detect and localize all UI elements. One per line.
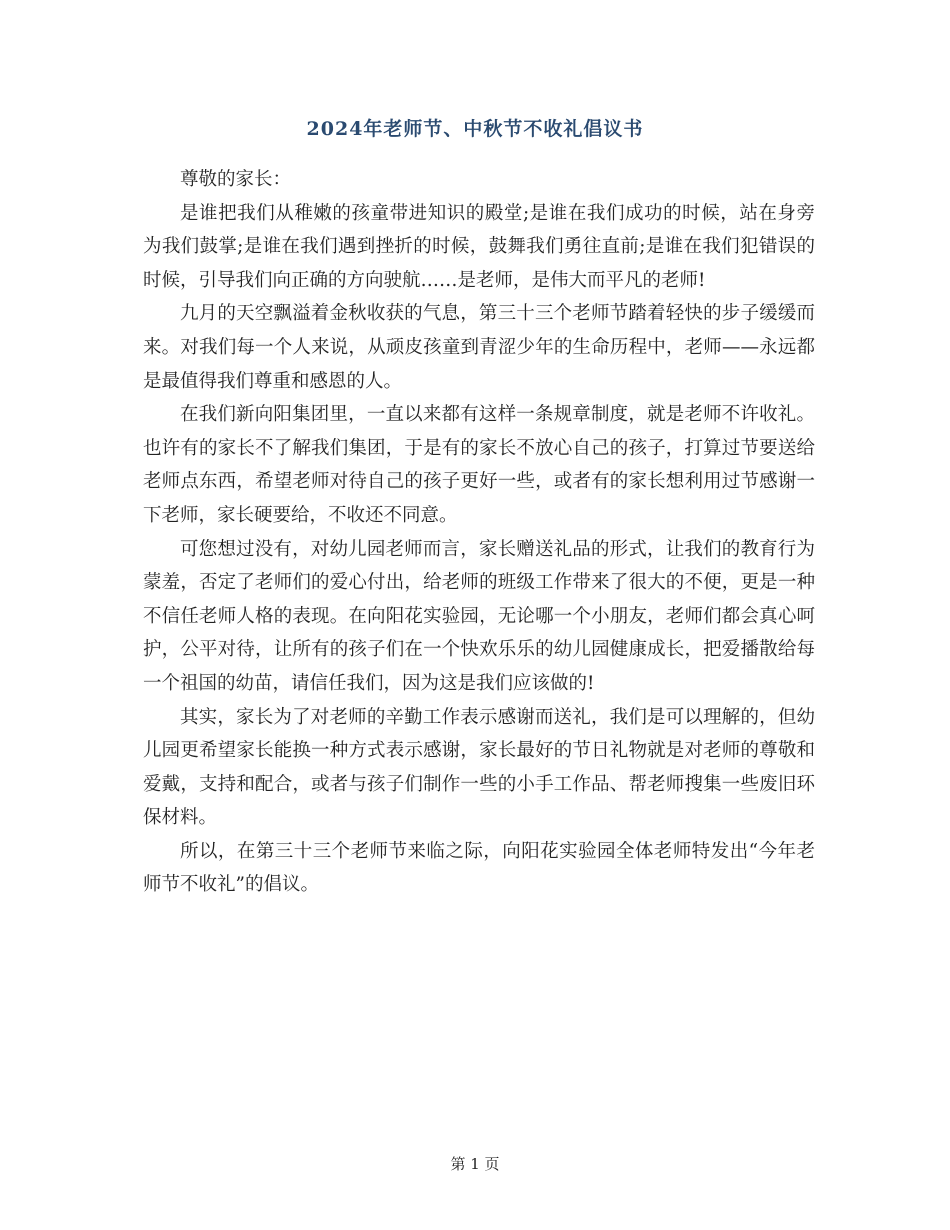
paragraph: 是谁把我们从稚嫩的孩童带进知识的殿堂;是谁在我们成功的时候，站在身旁为我们鼓掌;是谁在我们遇到挫折的时候，鼓舞我们勇往直前;是谁在我们犯错误的时候，引导我们向正确的方向驶航……是老师，是伟大而平凡的老师! (143, 202, 815, 291)
salutation: 尊敬的家长： (180, 169, 292, 190)
paragraph: 在我们新向阳集团里，一直以来都有这样一条规章制度，就是老师不许收礼。也许有的家长不了解我们集团，于是有的家长不放心自己的孩子，打算过节要送给老师点东西，希望老师对待自己的孩子更好一些，或者有的家长想利用过节感谢一下老师，家长硬要给，不收还不同意。 (143, 404, 815, 526)
paragraph: 所以，在第三十三个老师节来临之际，向阳花实验园全体老师特发出“今年老师节不收礼”的倡议。 (143, 840, 815, 896)
document-title: 2024年老师节、中秋节不收礼倡议书 (306, 118, 644, 140)
document-body (143, 163, 815, 902)
paragraph: 可您想过没有，对幼儿园老师而言，家长赠送礼品的形式，让我们的教育行为蒙羞，否定了老师们的爱心付出，给老师的班级工作带来了很大的不便，更是一种不信任老师人格的表现。在向阳花实验园，无论哪一个小朋友，老师们都会真心呵护，公平对待，让所有的孩子们在一个快欢乐乐的幼儿园健康成长，把爱播散给每一个祖国的幼苗，请信任我们，因为这是我们应该做的! (143, 538, 815, 694)
paragraph: 其实，家长为了对老师的辛勤工作表示感谢而送礼，我们是可以理解的，但幼儿园更希望家长能换一种方式表示感谢，家长最好的节日礼物就是对老师的尊敬和爱戴，支持和配合，或者与孩子们制作一些的小手工作品、帮老师搜集一些废旧环保材料。 (143, 706, 815, 829)
page-number: 第 1 页 (450, 1155, 500, 1173)
paragraph: 九月的天空飘溢着金秋收获的气息，第三十三个老师节踏着轻快的步子缓缓而来。对我们每一个人来说，从顽皮孩童到青涩少年的生命历程中，老师——永远都是最值得我们尊重和感恩的人。 (143, 303, 815, 392)
